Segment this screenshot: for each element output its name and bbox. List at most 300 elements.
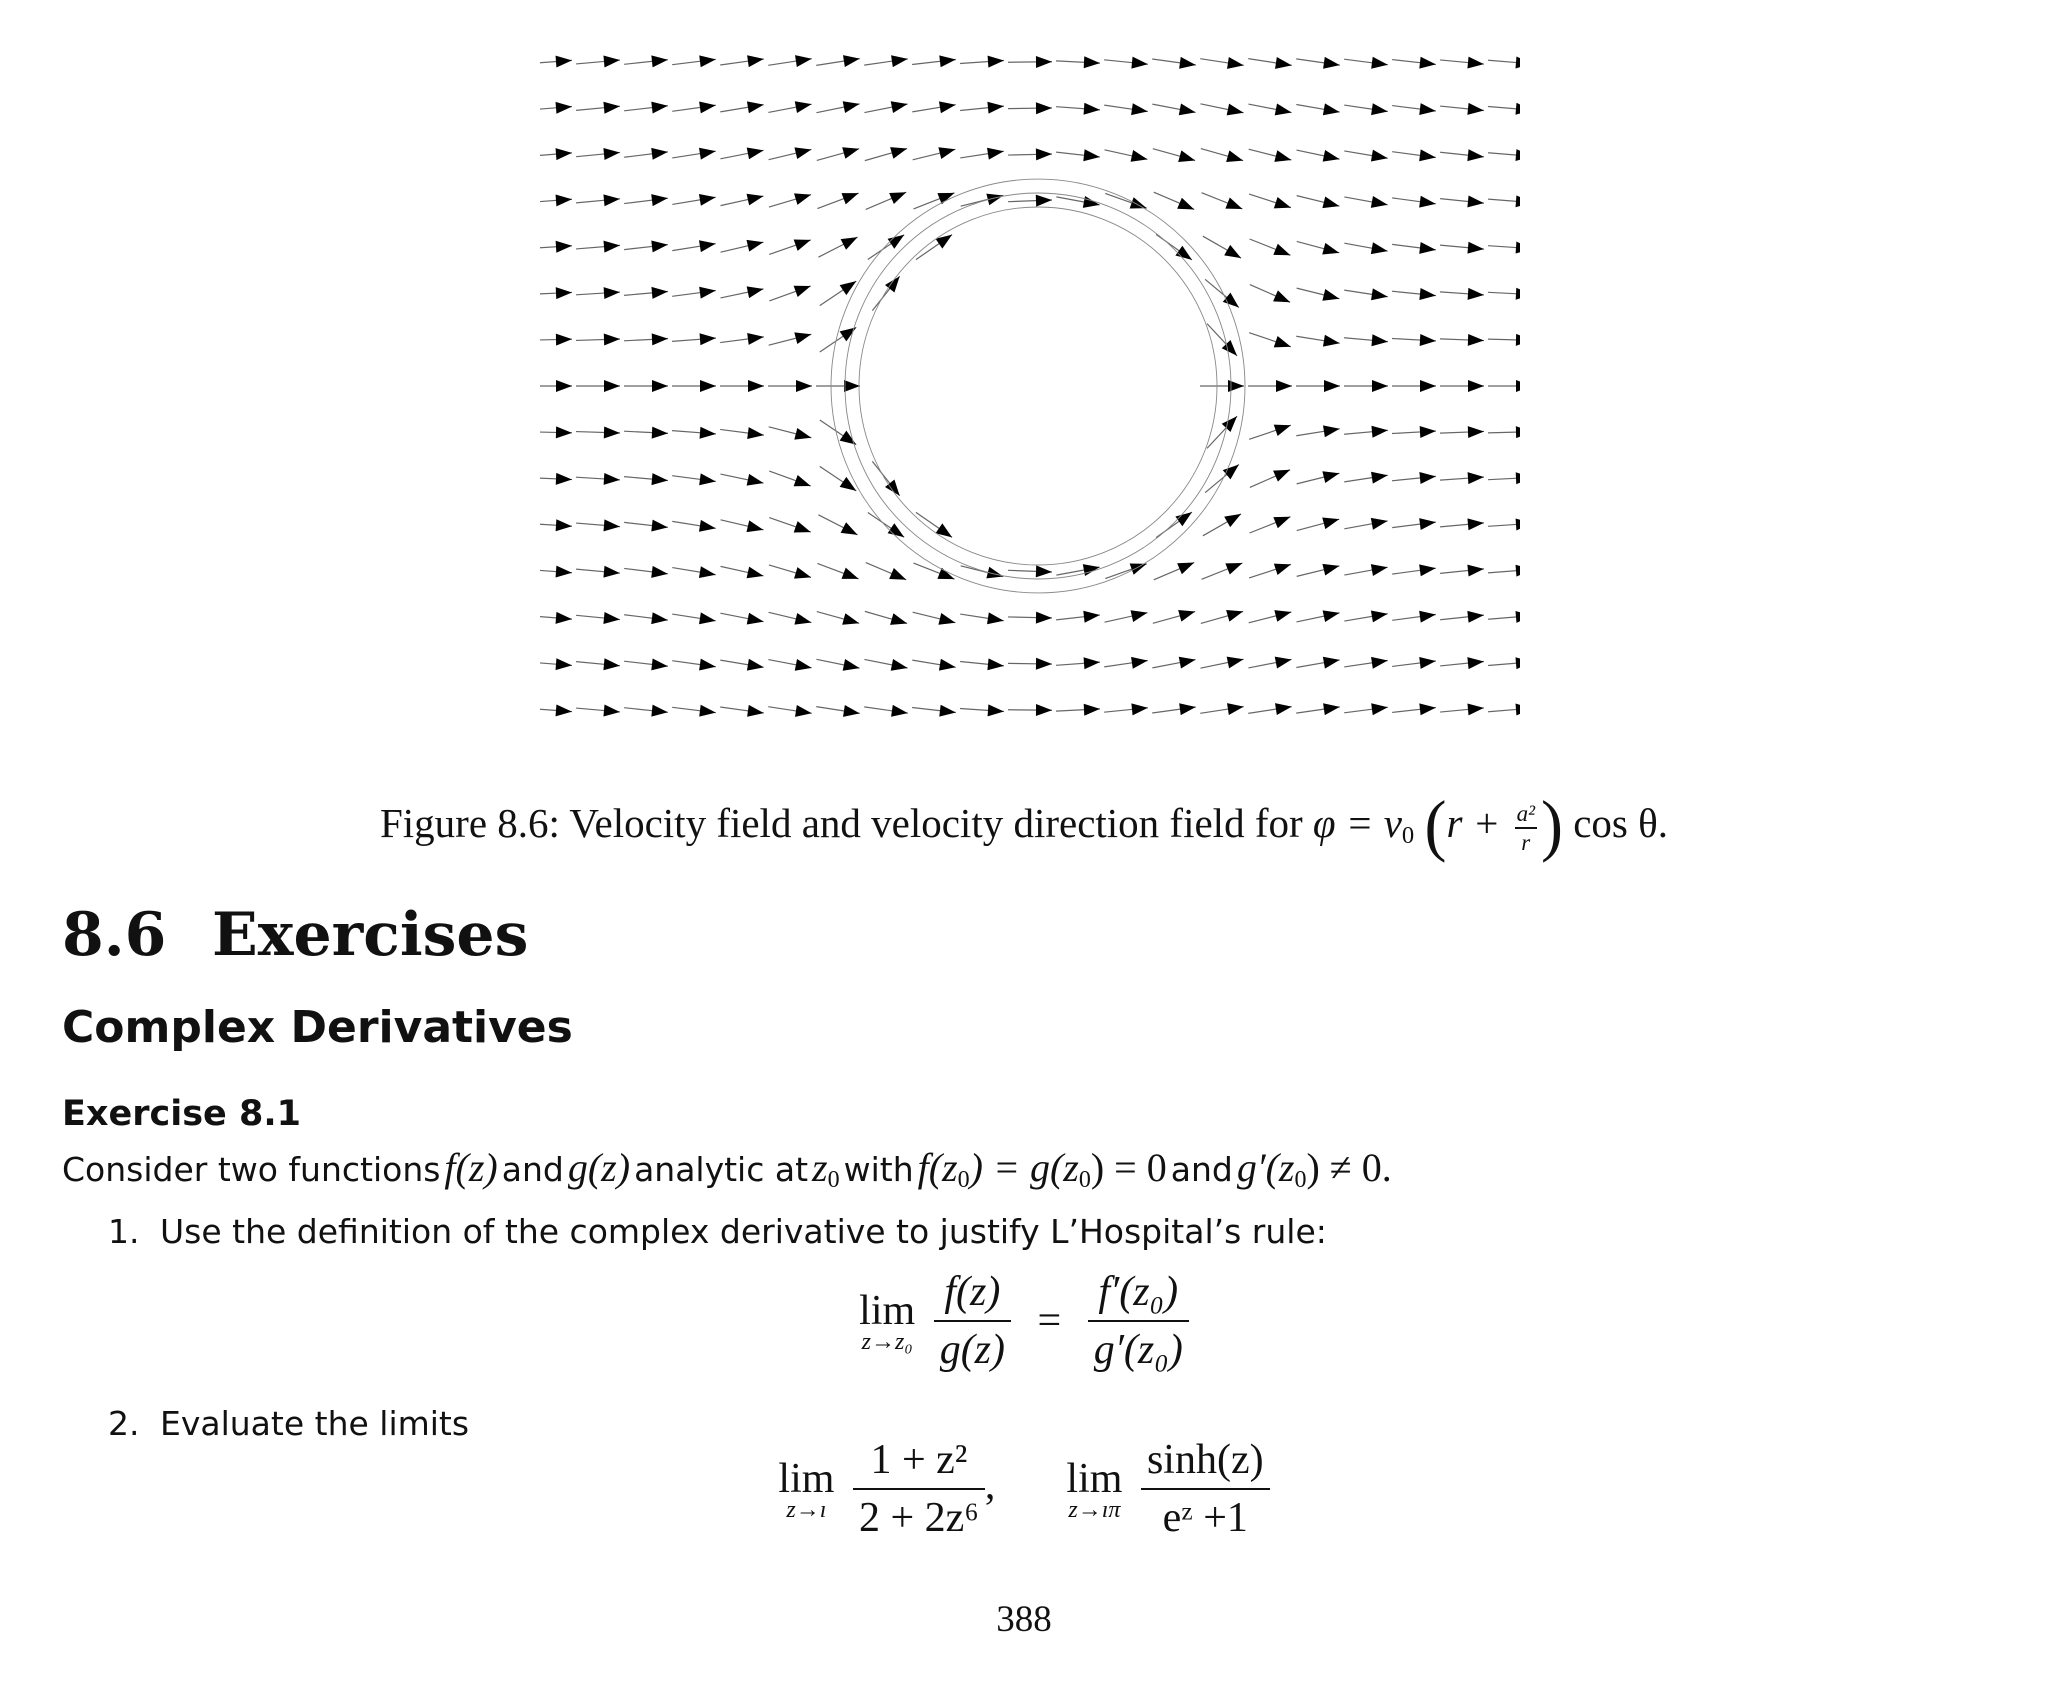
field-arrowhead [889,192,906,204]
field-arrowhead [1036,56,1052,68]
field-arrowhead [1516,242,1520,254]
field-arrowhead [1419,518,1436,530]
field-line [1488,153,1520,157]
field-arrowhead [1372,380,1388,392]
field-arrowhead [604,473,620,485]
field-arrowhead [1275,104,1292,116]
field-arrowhead [1371,196,1388,208]
field-arrowhead [890,613,907,625]
field-arrowhead [988,704,1004,716]
field-line [1488,662,1520,666]
field-arrowhead [1322,518,1339,530]
field-arrowhead [794,613,811,625]
field-arrowhead [1516,518,1520,530]
velocity-field-figure [540,50,1520,720]
field-arrowhead [1131,610,1148,622]
field-arrowhead [746,520,763,532]
field-arrowhead [1273,517,1290,528]
intro-f: f(z) [444,1145,498,1190]
field-arrowhead [794,286,811,297]
field-arrowhead [747,474,764,486]
field-arrowhead [1223,464,1239,479]
field-arrowhead [652,333,668,345]
field-arrowhead [1322,471,1339,483]
field-arrowhead [1515,657,1520,669]
limit-operator-1: lim z→ı [778,1455,835,1523]
field-arrowhead [1083,611,1100,623]
field-arrowhead [1178,150,1195,162]
field-arrowhead [842,613,859,625]
field-arrowhead [1131,150,1148,162]
field-arrowhead [794,240,811,251]
caption-left-paren: ( [1424,787,1447,864]
limits-equation [0,1436,2048,1542]
field-arrowhead [1036,195,1052,207]
item-text: Evaluate the limits [160,1404,470,1443]
field-arrowhead [1516,56,1520,68]
field-arrowhead [652,427,668,439]
field-arrowhead [1084,56,1100,68]
field-arrowhead [1467,57,1483,69]
field-arrowhead [1468,426,1484,438]
field-arrowhead [556,426,572,438]
field-arrowhead [556,148,572,160]
field-arrowhead [890,147,907,159]
field-arrowhead [699,705,716,717]
field-arrowhead [1516,426,1520,438]
field-arrowhead [1467,242,1483,254]
caption-right-paren: ) [1540,787,1563,864]
field-arrowhead [1178,610,1195,622]
field-arrowhead [747,148,764,160]
field-arrowhead [937,568,954,579]
intro-and: and [501,1150,564,1189]
field-arrowhead [604,334,620,346]
caption-tail: cos θ. [1573,800,1669,846]
field-arrowhead [747,101,764,113]
intro-condition-2: $g'(z_0) \ne 0$. [1236,1145,1392,1193]
limit-operator: lim z→z₀ [859,1287,916,1355]
field-arrowhead [556,473,572,485]
field-arrowhead [651,566,668,578]
field-arrowhead [651,102,668,114]
field-line [1488,199,1520,202]
field-arrowhead [987,612,1004,624]
field-arrowhead [699,566,716,578]
streamline [859,207,1217,386]
field-arrowhead [1274,150,1291,162]
field-arrowhead [1516,195,1520,207]
caption-frac-den: r [1521,829,1531,855]
field-arrowhead [746,240,763,252]
field-arrowhead [651,705,668,717]
field-arrowhead [1179,703,1196,715]
field-arrowhead [699,612,716,624]
field-arrowhead [939,659,956,671]
item-number: 1. [108,1212,140,1251]
field-arrowhead [1323,103,1340,115]
field-arrowhead [842,568,859,579]
intro-z0: $z_0$ [812,1145,840,1193]
field-arrowhead [795,55,812,67]
field-arrowhead [1515,103,1520,115]
field-arrowhead [1371,57,1388,69]
field-arrowhead [1179,57,1196,69]
field-arrowhead [844,380,860,392]
field-arrowhead [936,235,953,249]
field-arrowhead [891,659,908,671]
field-arrowhead [1420,334,1436,346]
field-arrowhead [603,566,619,578]
field-arrowhead [1084,704,1100,716]
field-arrowhead [603,658,619,670]
field-arrowhead [794,332,811,344]
field-arrowhead [699,194,716,206]
field-arrowhead [1467,565,1484,577]
field-arrowhead [651,473,667,485]
field-arrowhead [1275,657,1292,669]
caption-phi: φ = v [1312,800,1402,846]
field-arrowhead [1515,149,1520,161]
field-arrowhead [747,286,764,298]
field-arrowhead [1130,563,1147,574]
field-arrowhead [1467,657,1484,669]
field-arrowhead [1323,335,1340,347]
field-arrowhead [1276,380,1292,392]
field-arrowhead [1419,703,1436,715]
field-arrowhead [1273,290,1290,302]
field-arrowhead [1323,703,1340,715]
field-line [1488,523,1520,526]
field-arrowhead [1371,426,1387,438]
rhs-fraction: $\frac{\text{f′(z₀)}}{\text{g′(z₀)}}$ [1088,1268,1189,1374]
field-arrowhead [651,55,668,67]
field-arrowhead [1420,380,1436,392]
field-arrowhead [936,523,953,537]
field-arrowhead [604,380,620,392]
field-arrowhead [747,613,764,625]
field-arrowhead [794,147,811,159]
intro-text: Consider two functions [62,1150,441,1189]
field-line [1488,60,1520,64]
caption-r-plus: r + [1446,800,1501,846]
field-arrowhead [556,287,572,299]
field-arrowhead [700,380,716,392]
field-arrowhead [1177,563,1194,575]
field-arrowhead [843,101,860,113]
field-arrowhead [987,658,1004,670]
field-arrowhead [651,520,668,532]
field-arrowhead [1274,336,1291,347]
field-arrowhead [795,101,812,113]
field-arrowhead [651,241,668,253]
field-arrowhead [1467,103,1484,115]
field-arrowhead [889,568,906,580]
section-heading [62,900,528,970]
field-arrowhead [1179,657,1196,669]
field-arrowhead [795,659,812,671]
field-line [1488,708,1520,712]
field-arrowhead [699,240,716,252]
field-arrowhead [1131,57,1148,69]
field-line [1488,246,1520,249]
field-arrowhead [603,612,620,624]
field-arrowhead [604,287,620,299]
field-arrowhead [1179,104,1196,116]
field-arrowhead [1371,657,1388,669]
field-arrowhead [1084,103,1100,115]
field-arrowhead [556,334,572,346]
page-number: 388 [996,1599,1052,1640]
field-arrowhead [891,101,908,113]
field-arrowhead [1036,704,1052,716]
exercise-intro [62,1144,1392,1191]
field-arrowhead [1275,703,1292,715]
field-arrowhead [891,705,908,717]
field-arrowhead [1036,148,1052,160]
field-arrowhead [796,380,812,392]
field-arrowhead [1371,150,1388,162]
figure-caption [0,788,2048,864]
field-arrowhead [842,193,859,204]
field-arrowhead [556,241,572,253]
field-arrowhead [1467,611,1484,623]
item-number: 2. [108,1404,140,1443]
field-arrowhead [699,520,716,532]
field-arrowhead [603,241,619,253]
field-arrowhead [699,148,716,160]
field-arrowhead [1227,104,1244,116]
field-arrowhead [1227,57,1244,69]
field-arrowhead [1177,198,1194,210]
intro-and-2: and [1170,1150,1233,1189]
field-arrowhead [843,55,860,67]
field-arrowhead [1516,472,1520,484]
field-arrowhead [937,193,954,204]
field-arrowhead [938,147,955,159]
field-arrowhead [1322,196,1339,208]
field-arrowhead [1273,470,1290,482]
field-arrowhead [939,55,956,67]
field-arrowhead [1467,518,1483,530]
field-arrowhead [1467,703,1483,715]
field-arrowhead [1226,150,1243,162]
field-arrowhead [1131,657,1148,669]
field-arrowhead [1419,57,1436,69]
intro-g: g(z) [567,1145,631,1190]
field-arrowhead [1130,197,1147,208]
field-arrowhead [891,55,908,67]
field-arrowhead [556,519,572,531]
caption-frac-num: a² [1515,802,1537,829]
field-arrowhead [556,380,572,392]
field-arrowhead [747,567,764,579]
field-arrowhead [1225,563,1242,574]
field-arrowhead [1227,657,1244,669]
field-line [1488,432,1520,433]
field-arrowhead [747,427,764,439]
field-line [1488,616,1520,620]
field-arrowhead [1468,288,1484,300]
field-arrowhead [1419,657,1436,669]
field-arrowhead [794,521,811,532]
field-arrowhead [1036,658,1052,670]
field-arrowhead [1323,425,1340,437]
field-arrowhead [651,194,668,206]
field-arrowhead [603,148,620,160]
field-arrowhead [603,55,619,67]
field-arrowhead [556,612,572,624]
field-arrowhead [747,194,764,206]
field-arrowhead [747,55,764,67]
field-arrowhead [1322,289,1339,301]
list-item [108,1212,1327,1251]
field-arrowhead [987,102,1004,114]
field-line [1488,106,1520,110]
field-arrowhead [1274,425,1291,436]
field-arrowhead [603,194,619,206]
field-arrowhead [651,612,668,624]
field-arrowhead [603,705,619,717]
subsection-heading: Complex Derivatives [62,1002,573,1053]
field-line [1488,569,1520,572]
field-arrowhead [1419,103,1436,115]
field-arrowhead [939,705,956,717]
field-arrowhead [1323,150,1340,162]
field-arrowhead [700,427,716,439]
field-arrowhead [1419,149,1436,161]
field-arrowhead [700,333,716,345]
field-arrowhead [1224,514,1241,527]
field-arrowhead [1225,198,1242,209]
lhospital-equation [0,1268,2048,1374]
field-arrowhead [1419,242,1436,254]
field-arrowhead [1274,197,1291,208]
field-arrowhead [841,237,858,250]
field-arrowhead [987,148,1004,160]
field-arrowhead [1083,149,1100,161]
field-arrowhead [1371,242,1388,254]
field-arrowhead [1273,244,1290,255]
field-arrowhead [1419,196,1436,208]
item-text: Use the definition of the complex derivative to justify L’Hospital’s rule: [160,1212,1327,1251]
field-arrowhead [556,658,572,670]
field-arrowhead [1322,243,1339,255]
field-arrowhead [794,428,811,440]
field-arrowhead [794,475,811,486]
field-arrowhead [651,287,667,299]
field-line [1488,477,1520,479]
field-arrowhead [794,567,811,579]
field-arrowhead [747,705,764,717]
field-arrowhead [843,659,860,671]
field-arrowhead [1467,149,1484,161]
field-arrowhead [748,380,764,392]
field-arrowhead [1467,195,1484,207]
field-arrowhead [1323,57,1340,69]
field-arrowhead [1036,612,1052,624]
field-arrowhead [1468,334,1484,346]
intro-condition-1: $f(z_0) = g(z_0) = 0$ [917,1145,1167,1193]
field-arrowhead [1371,703,1388,715]
field-arrowhead [1274,564,1291,575]
limit-operator-2: lim z→ıπ [1066,1455,1123,1523]
field-arrowhead [1371,288,1388,300]
field-line [1488,292,1520,294]
field-arrowhead [603,519,619,531]
section-number: 8.6 [62,900,167,970]
field-arrowhead [794,193,811,205]
field-arrowhead [1516,334,1520,346]
exercise-title: Exercise 8.1 [62,1094,301,1134]
field-arrowhead [699,287,716,299]
limit-fraction-1: $\frac{\text{1 + z²}}{\text{2 + 2z⁶}}$ [853,1436,985,1542]
streamline [845,193,1231,386]
field-arrowhead [604,426,620,438]
field-arrowhead [795,705,812,717]
field-arrowhead [556,704,572,716]
field-arrowhead [1516,288,1520,300]
field-arrowhead [1371,564,1388,576]
field-arrowhead [1228,380,1244,392]
field-arrowhead [1227,703,1244,715]
field-arrowhead [1419,288,1436,300]
caption-v-subscript: 0 [1401,822,1415,850]
caption-fraction [1515,802,1537,854]
intro-with: with [843,1150,914,1189]
equals-sign: = [1037,1298,1062,1344]
field-arrowhead [1419,472,1436,484]
streamline [859,386,1217,565]
field-arrowhead [1223,293,1239,308]
field-arrowhead [1516,565,1520,577]
field-arrowhead [1274,610,1291,622]
field-arrowhead [988,56,1004,68]
field-arrowhead [840,281,857,295]
field-arrowhead [1036,102,1052,114]
field-arrowhead [843,705,860,717]
field-arrowhead [1371,103,1388,115]
field-arrowhead [1515,611,1520,623]
field-arrowhead [652,380,668,392]
field-arrowhead [1419,564,1436,576]
field-arrowhead [556,56,572,68]
field-arrowhead [1131,103,1148,115]
field-arrowhead [938,613,955,625]
field-arrowhead [699,102,716,114]
section-title: Exercises [212,900,529,970]
field-arrowhead [1084,657,1100,669]
field-arrowhead [556,194,572,206]
field-arrowhead [842,147,859,159]
field-arrowhead [1036,565,1052,577]
field-arrowhead [1224,245,1241,258]
field-arrowhead [699,55,716,67]
field-arrowhead [1468,472,1484,484]
field-arrowhead [939,101,956,113]
field-arrowhead [1371,472,1388,484]
field-arrowhead [1371,334,1387,346]
field-arrowhead [747,333,764,345]
field-arrowhead [556,566,572,578]
field-arrowhead [1323,610,1340,622]
field-line [1488,339,1520,340]
field-arrowhead [747,659,764,671]
field-arrowhead [699,659,716,671]
field-arrowhead [1226,610,1243,622]
caption-prefix: Figure 8.6: Velocity field and velocity direction field for [379,800,1303,846]
field-arrowhead [699,473,716,485]
